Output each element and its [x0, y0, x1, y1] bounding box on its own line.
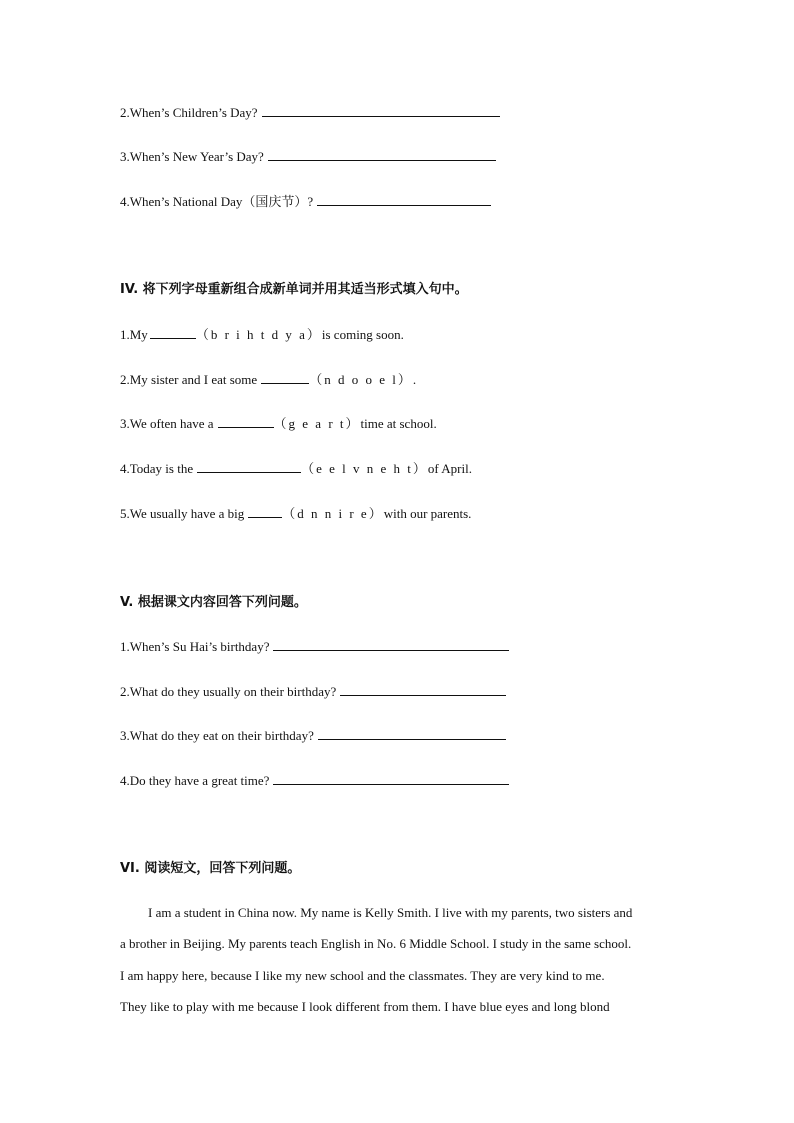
- passage-line: They like to play with me because I look different from them. I have blue eyes and long blond: [120, 999, 610, 1014]
- answer-blank[interactable]: [261, 371, 309, 384]
- answer-blank[interactable]: [268, 148, 496, 161]
- question-text: 1.My: [120, 327, 148, 342]
- question-text: is coming soon.: [321, 327, 404, 342]
- letter-hint: （g e a r t）: [273, 416, 361, 431]
- answer-blank[interactable]: [197, 460, 301, 473]
- question-text: of April.: [427, 461, 472, 476]
- question-iv-3: [120, 415, 437, 432]
- question-text: 2.My sister and I eat some: [120, 372, 258, 387]
- question-iv-2: [120, 371, 416, 388]
- answer-blank[interactable]: [318, 727, 506, 740]
- answer-blank[interactable]: [273, 772, 509, 785]
- question-v-3: [120, 727, 506, 744]
- question-v-4: [120, 772, 509, 789]
- question-text: 3.We often have a: [120, 416, 214, 431]
- answer-blank[interactable]: [248, 505, 282, 518]
- answer-blank[interactable]: [340, 683, 506, 696]
- section-v-heading: V. 根据课文内容回答下列问题。: [120, 595, 307, 610]
- question-text: 1.When’s Su Hai’s birthday?: [120, 639, 270, 654]
- question-iii-4: [120, 193, 491, 210]
- question-text: 3.When’s New Year’s Day?: [120, 149, 264, 164]
- question-iii-3: [120, 148, 496, 165]
- question-text: 4.Today is the: [120, 461, 194, 476]
- question-text: 3.What do they eat on their birthday?: [120, 728, 314, 743]
- question-text: 4.Do they have a great time?: [120, 773, 270, 788]
- answer-blank[interactable]: [317, 193, 491, 206]
- answer-blank[interactable]: [273, 638, 509, 651]
- passage-line: I am happy here, because I like my new school and the classmates. They are very kind to me.: [120, 968, 605, 983]
- answer-blank[interactable]: [150, 326, 196, 339]
- section-vi-heading: VI. 阅读短文，回答下列问题。: [120, 861, 301, 876]
- letter-hint: （d n n i r e）: [282, 506, 384, 521]
- answer-blank[interactable]: [262, 104, 500, 117]
- letter-hint: （b r i h t d y a）: [195, 327, 322, 342]
- passage-line: I am a student in China now. My name is Kelly Smith. I live with my parents, two sisters and: [148, 905, 633, 920]
- question-v-2: [120, 683, 506, 700]
- question-text: 4.When’s National Day（国庆节）?: [120, 194, 314, 209]
- question-iv-5: [120, 505, 471, 522]
- question-text: 2.What do they usually on their birthday?: [120, 684, 337, 699]
- question-text: 5.We usually have a big: [120, 506, 245, 521]
- question-text: time at school.: [360, 416, 437, 431]
- letter-hint: （n d o o e l）: [309, 372, 413, 387]
- question-iv-1: [120, 326, 404, 343]
- question-iii-2: [120, 104, 500, 121]
- letter-hint: （e e l v n e h t）: [301, 461, 428, 476]
- answer-blank[interactable]: [218, 415, 274, 428]
- question-text: with our parents.: [383, 506, 472, 521]
- question-v-1: [120, 638, 509, 655]
- passage-line: a brother in Beijing. My parents teach English in No. 6 Middle School. I study in the same school.: [120, 936, 632, 951]
- question-text: 2.When’s Children’s Day?: [120, 105, 258, 120]
- question-text: .: [412, 372, 417, 387]
- section-iv-heading: IV. 将下列字母重新组合成新单词并用其适当形式填入句中。: [120, 282, 468, 297]
- question-iv-4: [120, 460, 472, 477]
